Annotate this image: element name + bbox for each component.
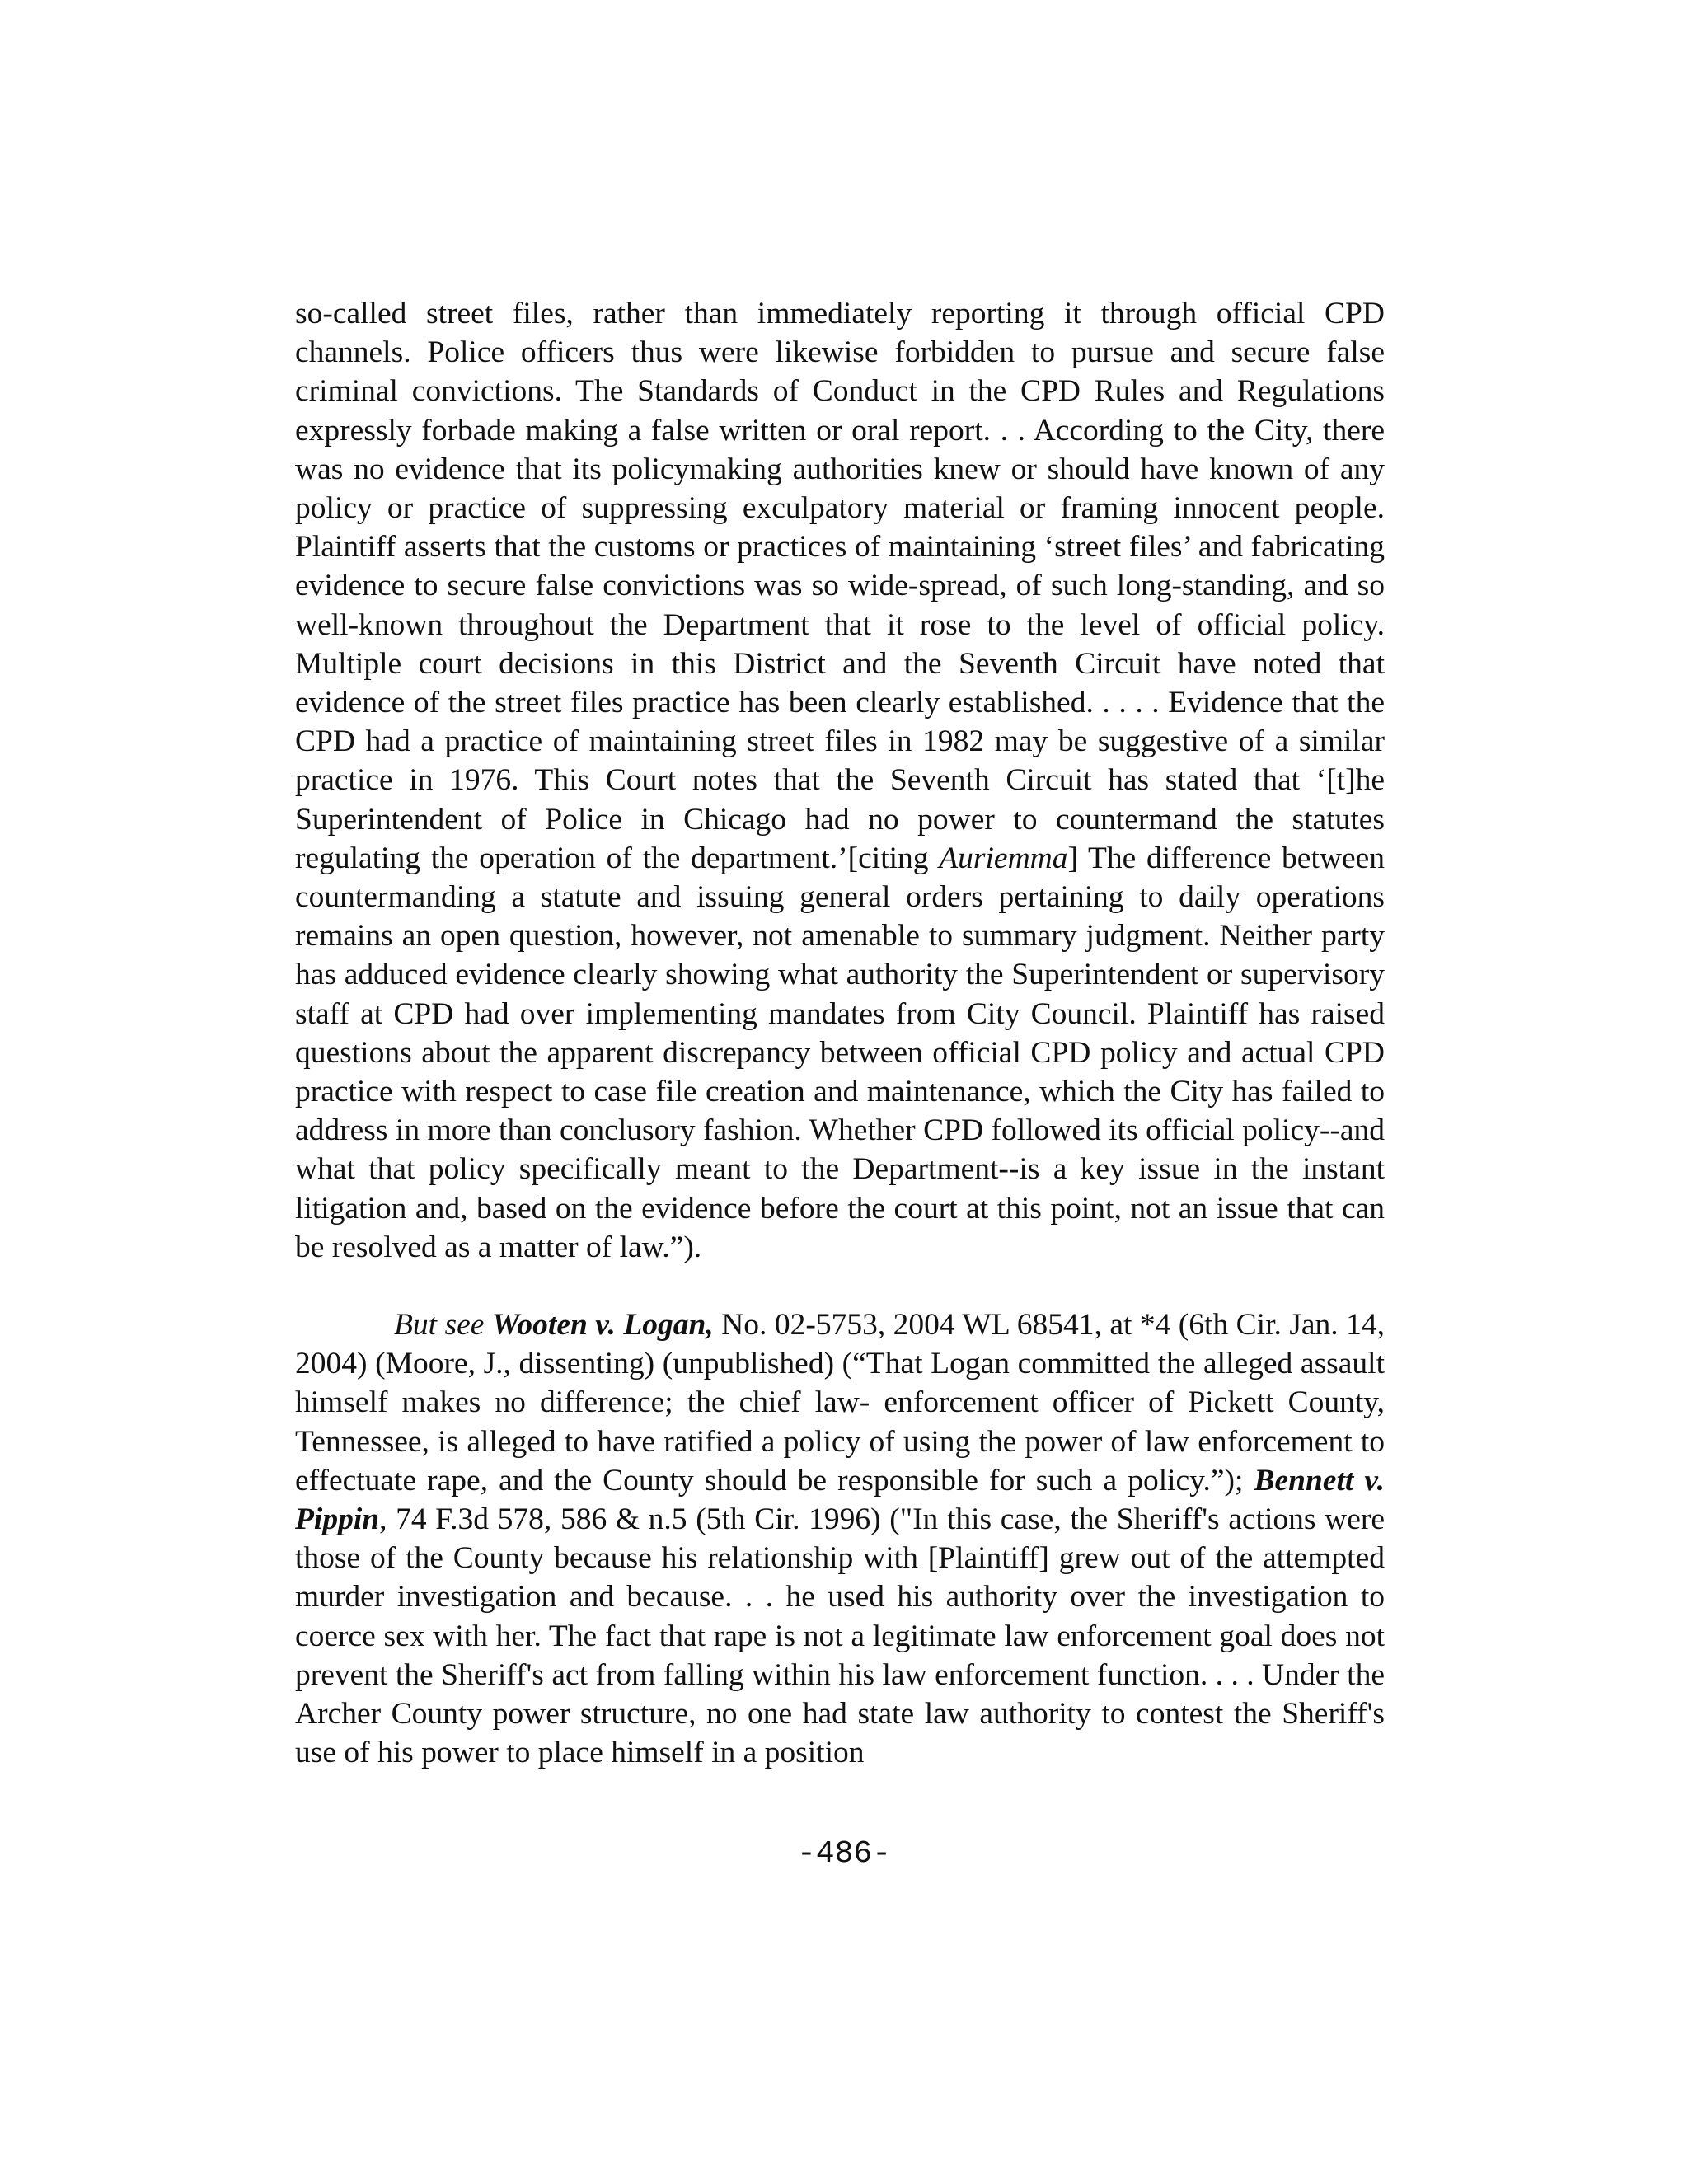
case-citation-auriemma: Auriemma	[939, 841, 1068, 875]
page-number: -486-	[796, 1836, 892, 1872]
case-name-wooten: Wooten v. Logan,	[491, 1308, 714, 1342]
body-paragraph-1	[295, 294, 1385, 1267]
case-wooten-text: No. 02-5753, 2004 WL 68541, at *4 (6th Cir. Jan. 14, 2004) (Moore, J., dissenting) (unpublished) (“That Logan committed the alleged assault himself makes no difference; the chief law- enforcement officer of Pickett County, Tennessee, is alleged to have ratified a policy of using the power of law enforcement to effectuate rape, and the County should be responsible for such a policy.”);	[295, 1308, 1386, 1497]
paragraph-1-text: so-called street files, rather than immediately reporting it through official CPD channels. Police officers thus were likewise forbidden to pursue and secure false criminal convictions. The Standards of Conduct in the CPD Rules and Regulations expressly forbade making a false written or oral report. . . According to the City, there was no evidence that its policymaking authorities knew or should have known of any policy or practice of suppressing exculpatory material or framing innocent people. Plaintiff asserts that the customs or practices of maintaining ‘street files’ and fabricating evidence to secure false convictions was so wide-spread, of such long-standing, and so well-known throughout the Department that it rose to the level of official policy. Multiple court decisions in this District and the Seventh Circuit have noted that evidence of the street files practice has been clearly established. . . . . Evidence that the CPD had a practice of maintaining street files in 1982 may be suggestive of a similar practice in 1976. This Court notes that the Seventh Circuit has stated that ‘[t]he Superintendent of Police in Chicago had no power to countermand the statutes regulating the operation of the department.’[citing	[295, 297, 1385, 875]
paragraph-1-text-continued: ] The difference between countermanding a statute and issuing general orders pertaining to daily operations remains an open question, however, not amenable to summary judgment. Neither party has adduced evidence clearly showing what authority the Superintendent or supervisory staff at CPD had over implementing mandates from City Council. Plaintiff has raised questions about the apparent discrepancy between official CPD policy and actual CPD practice with respect to case file creation and maintenance, which the City has failed to address in more than conclusory fashion. Whether CPD followed its official policy--and what that policy specifically meant to the Department--is a key issue in the instant litigation and, based on the evidence before the court at this point, not an issue that can be resolved as a matter of law.”).	[295, 841, 1385, 1264]
citation-signal: But see	[394, 1308, 485, 1342]
case-name-bennett: Bennett v. Pippin	[295, 1463, 1385, 1537]
case-bennett-text: , 74 F.3d 578, 586 & n.5 (5th Cir. 1996) ("In this case, the Sheriff's actions were those of the County because his relationship with [Plaintiff] grew out of the attempted murder investigation and because. . . he used his authority over the investigation to coerce sex with her. The fact that rape is not a legitimate law enforcement goal does not prevent the Sheriff's act from falling within his law enforcement function. . . . Under the Archer County power structure, no one had state law authority to contest the Sheriff's use of his power to place himself in a position	[295, 1502, 1385, 1770]
body-paragraph-2	[295, 1305, 1385, 1772]
